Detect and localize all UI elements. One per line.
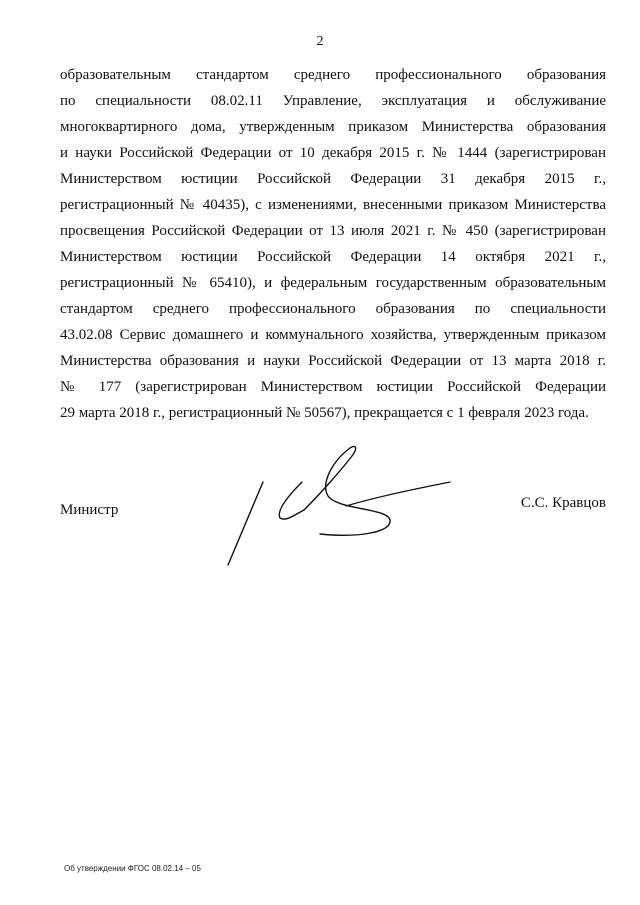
body-line: 43.02.08 Сервис домашнего и коммунального хозяйства, утвержденным приказом [60,327,606,343]
body-line-last: 29 марта 2018 г., регистрационный № 50567), прекращается с 1 февраля 2023 года. [60,405,589,421]
body-line: № 177 (зарегистрирован Министерством юстиции Российской Федерации [60,379,606,395]
body-text [60,62,606,426]
body-line: регистрационный № 65410), и федеральным государственным образовательным [60,275,606,291]
body-line: просвещения Российской Федерации от 13 июля 2021 г. № 450 (зарегистрирован [60,223,606,239]
body-line: Министерства образования и науки Российской Федерации от 13 марта 2018 г. [60,353,606,369]
footer-note: Об утверждении ФГОС 08.02.14 – 05 [64,864,201,873]
body-line: многоквартирного дома, утвержденным приказом Министерства образования [60,119,606,135]
body-line: и науки Российской Федерации от 10 декабря 2015 г. № 1444 (зарегистрирован [60,145,606,161]
page-number: 2 [316,34,324,49]
body-line: Министерством юстиции Российской Федерации 14 октября 2021 г., [60,249,606,265]
body-line: регистрационный № 40435), с изменениями, внесенными приказом Министерства [60,197,606,213]
signer-name: С.С. Кравцов [520,495,606,511]
body-line: образовательным стандартом среднего профессионального образования [60,67,606,83]
signer-title: Министр [60,502,119,518]
handwritten-signature [220,440,460,570]
body-line: по специальности 08.02.11 Управление, эксплуатация и обслуживание [60,93,606,109]
body-line: стандартом среднего профессионального образования по специальности [60,301,606,317]
body-line: Министерством юстиции Российской Федерации 31 декабря 2015 г., [60,171,606,187]
